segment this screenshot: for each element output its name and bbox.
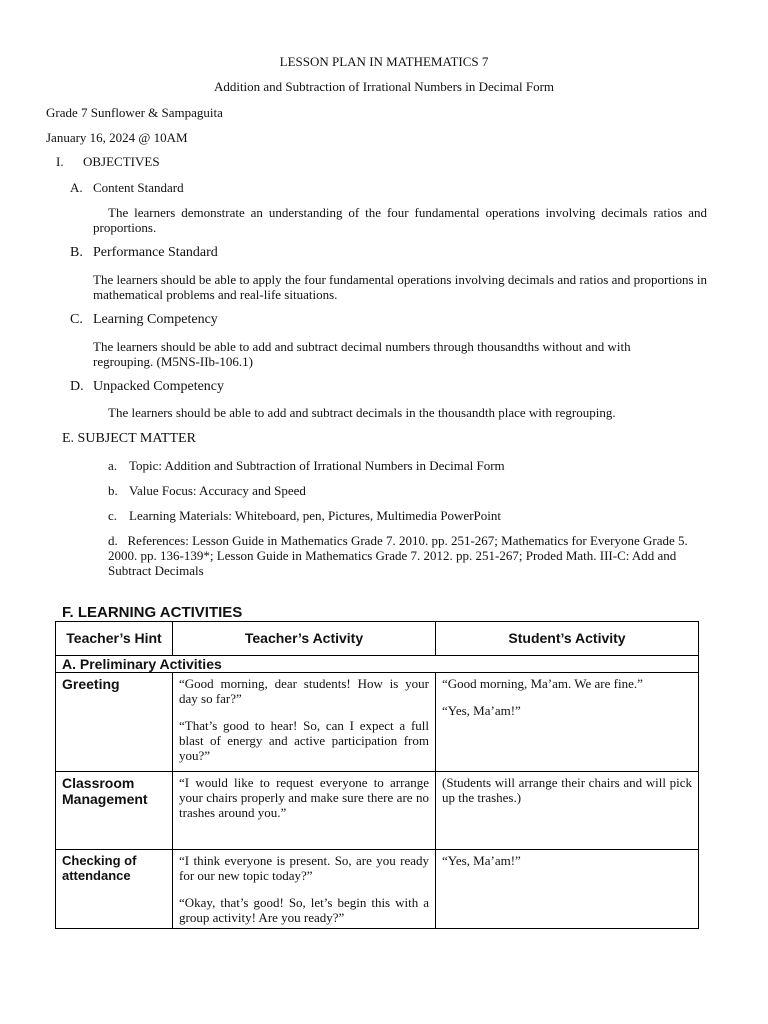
subject-references — [108, 533, 720, 578]
column-header-teachers-activity: Teacher’s Activity — [173, 622, 436, 656]
performance-standard-title: Performance Standard — [93, 245, 218, 260]
learning-competency-letter: C. — [70, 312, 83, 327]
document-title: LESSON PLAN IN MATHEMATICS 7 — [279, 54, 489, 69]
student-line: (Students will arrange their chairs and will pick up the trashes.) — [442, 775, 692, 805]
content-standard-title: Content Standard — [93, 180, 184, 195]
teacher-line: “I think everyone is present. So, are you ready for our new topic today?” — [179, 853, 429, 883]
unpacked-competency-text: The learners should be able to add and subtract decimals in the thousandth place with regrouping. — [108, 405, 616, 420]
table-header-row — [56, 622, 699, 656]
teacher-line: “Okay, that’s good! So, let’s begin this with a group activity! Are you ready?” — [179, 895, 429, 925]
column-header-students-activity: Student’s Activity — [436, 622, 699, 656]
student-line: “Good morning, Ma’am. We are fine.” — [442, 676, 643, 691]
subject-item-letter: d. — [108, 533, 118, 548]
subject-topic: Topic: Addition and Subtraction of Irrational Numbers in Decimal Form — [129, 458, 505, 473]
teacher-activity-cell — [173, 772, 436, 850]
student-line: “Yes, Ma’am!” — [442, 703, 521, 718]
content-standard-text: The learners demonstrate an understanding of the four fundamental operations involving decimals ratios and proportions. — [93, 205, 707, 235]
table-row — [56, 772, 699, 850]
learning-activities-heading: F. LEARNING ACTIVITIES — [62, 604, 243, 621]
student-activity-cell — [436, 673, 699, 772]
section-row — [56, 656, 699, 673]
teacher-line: “I would like to request everyone to arrange your chairs properly and make sure there are no trashes around you.” — [179, 775, 429, 820]
student-activity-cell — [436, 772, 699, 850]
hint-checking-attendance: Checking of attendance — [56, 850, 173, 929]
teacher-activity-cell — [173, 850, 436, 929]
section-preliminary-activities: A. Preliminary Activities — [56, 656, 699, 673]
content-standard-letter: A. — [70, 180, 83, 195]
subject-item-letter: a. — [108, 458, 118, 473]
grade-line: Grade 7 Sunflower & Sampaguita — [46, 105, 223, 120]
hint-classroom-management: Classroom Management — [56, 772, 173, 850]
unpacked-competency-letter: D. — [70, 379, 84, 394]
subject-materials: Learning Materials: Whiteboard, pen, Pictures, Multimedia PowerPoint — [129, 508, 501, 523]
teacher-line: “That’s good to hear! So, can I expect a full blast of energy and active participation from you?” — [179, 718, 429, 763]
date-line: January 16, 2024 @ 10AM — [46, 130, 188, 145]
subject-value-focus: Value Focus: Accuracy and Speed — [129, 483, 306, 498]
subject-item-letter: c. — [108, 508, 118, 523]
unpacked-competency-title: Unpacked Competency — [93, 379, 225, 394]
activities-table — [55, 621, 699, 929]
objectives-number: I. — [56, 154, 64, 169]
student-activity-cell — [436, 850, 699, 929]
subject-matter-heading: E. SUBJECT MATTER — [62, 431, 196, 446]
subject-item-letter: b. — [108, 483, 118, 498]
table-row — [56, 850, 699, 929]
column-header-teachers-hint: Teacher’s Hint — [56, 622, 173, 656]
performance-standard-text: The learners should be able to apply the four fundamental operations involving decimals and ratios and proportions in mathematical problems and real-life situations. — [93, 272, 707, 302]
table-row — [56, 673, 699, 772]
learning-competency-text: The learners should be able to add and subtract decimal numbers through thousandths without and with regrouping. (M5NS-IIb-106.1) — [93, 339, 631, 369]
subject-references-text: References: Lesson Guide in Mathematics Grade 7. 2010. pp. 251-267; Mathematics for Everyone Grade 5. 2000. pp. 136-139*; Lesson Guide in Mathematics Grade 7. 2012. pp. 251-267; Proded Math. III-C: Add and Subtract Decimals — [108, 533, 688, 578]
student-line: “Yes, Ma’am!” — [442, 853, 521, 868]
objectives-heading: OBJECTIVES — [83, 154, 160, 169]
document-subtitle: Addition and Subtraction of Irrational Numbers in Decimal Form — [213, 79, 555, 94]
teacher-line: “Good morning, dear students! How is your day so far?” — [179, 676, 429, 706]
performance-standard-letter: B. — [70, 245, 83, 260]
learning-competency-title: Learning Competency — [93, 312, 218, 327]
hint-greeting: Greeting — [56, 673, 173, 772]
teacher-activity-cell — [173, 673, 436, 772]
